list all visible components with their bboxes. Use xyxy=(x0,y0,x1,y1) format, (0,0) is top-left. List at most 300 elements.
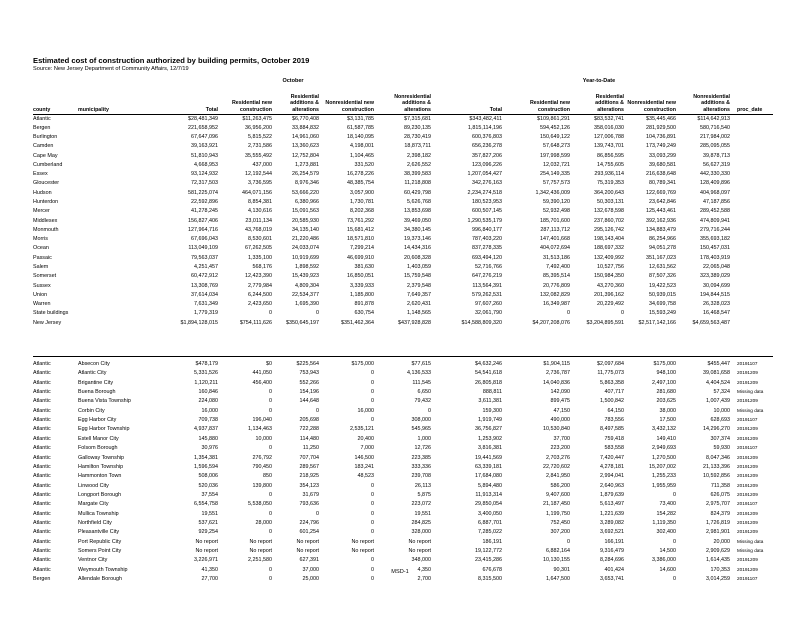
cell-ytd-total: 3,400,050 xyxy=(478,510,502,517)
cell-ytd-nonres-new: 351,167,023 xyxy=(646,254,676,261)
cell-oct-nonres-new: $175,000 xyxy=(351,361,374,367)
cell-oct-res-new: 790,450 xyxy=(252,463,272,470)
cell-oct-nonres-alt: 89,230,135 xyxy=(404,124,431,131)
cell-oct-res-new: 12,192,544 xyxy=(245,171,272,178)
cell-oct-total: $1,894,128,015 xyxy=(180,319,218,326)
cell-county: Atlantic xyxy=(33,557,51,564)
cell-ytd-nonres-alt: 580,716,540 xyxy=(700,124,730,131)
cell-ytd-nonres-new: $2,517,142,166 xyxy=(638,319,676,326)
cell-oct-nonres-new: 18,571,810 xyxy=(347,236,374,243)
cell-oct-res-new: 0 xyxy=(269,510,272,517)
cell-ytd-res-new: $4,207,208,076 xyxy=(532,319,570,326)
cell-ytd-nonres-new: 203,625 xyxy=(656,398,676,405)
cell-oct-res-new: 0 xyxy=(269,398,272,405)
cell-oct-nonres-alt: $437,928,828 xyxy=(398,319,431,326)
cell-proc-date: 20191107 xyxy=(737,501,758,507)
cell-oct-nonres-new: 18,140,095 xyxy=(347,134,374,141)
cell-proc-date: 20191107 xyxy=(737,445,758,451)
cell-ytd-res-alt: $3,204,895,591 xyxy=(586,319,624,326)
cell-county: Atlantic xyxy=(33,435,51,442)
cell-municipality: Somers Point City xyxy=(78,548,122,554)
cell-oct-nonres-alt: 79,432 xyxy=(414,398,431,405)
cell-oct-nonres-new: 2,535,121 xyxy=(350,426,374,433)
cell-oct-total: 5,331,526 xyxy=(194,370,218,377)
cell-oct-nonres-alt: 5,875 xyxy=(417,491,431,498)
cell-ytd-total: 8,315,500 xyxy=(478,576,502,583)
cell-oct-res-alt: 1,273,881 xyxy=(295,161,319,168)
header-oct-res-alt: Residential additions & alterations xyxy=(290,93,319,114)
cell-ytd-nonres-new: 1,119,350 xyxy=(652,519,676,526)
cell-oct-res-new: 456,400 xyxy=(252,379,272,386)
cell-oct-nonres-new: 0 xyxy=(371,566,374,573)
cell-oct-total: 4,251,457 xyxy=(194,263,218,270)
cell-oct-nonres-alt: 12,726 xyxy=(414,445,431,452)
cell-oct-nonres-new: $351,462,364 xyxy=(341,319,374,326)
cell-ytd-nonres-new: 122,669,769 xyxy=(646,189,676,196)
cell-oct-res-alt: 793,636 xyxy=(299,501,319,508)
cell-oct-res-alt: $225,564 xyxy=(296,361,319,367)
cell-proc-date: 20191209 xyxy=(737,510,758,516)
cell-county: Mercer xyxy=(33,208,50,215)
cell-ytd-nonres-new: 39,680,581 xyxy=(649,161,676,168)
cell-oct-total: 30,976 xyxy=(201,445,218,452)
cell-oct-res-alt: 31,679 xyxy=(302,491,319,498)
cell-proc-date: 20191209 xyxy=(737,557,758,563)
cell-ytd-total: 1,919,749 xyxy=(478,417,502,424)
cell-ytd-res-new: $1,904,115 xyxy=(543,361,570,367)
cell-oct-total: 1,354,381 xyxy=(194,454,218,461)
cell-county: Ocean xyxy=(33,245,49,252)
cell-ytd-total: 7,285,022 xyxy=(478,529,502,536)
cell-oct-nonres-alt: 20,608,328 xyxy=(404,254,431,261)
cell-ytd-res-alt: 1,221,639 xyxy=(600,510,624,517)
cell-county: Atlantic xyxy=(33,115,51,122)
cell-ytd-res-alt: 759,418 xyxy=(604,435,624,442)
cell-ytd-nonres-alt: 47,187,856 xyxy=(703,199,730,206)
cell-ytd-nonres-new: 2,497,100 xyxy=(652,379,676,386)
cell-ytd-total: 600,376,803 xyxy=(472,134,502,141)
cell-ytd-nonres-new: 3,386,000 xyxy=(652,557,676,564)
cell-county: Atlantic xyxy=(33,491,51,498)
cell-ytd-res-new: 22,720,602 xyxy=(543,463,570,470)
cell-oct-total: 6,554,758 xyxy=(194,501,218,508)
cell-ytd-res-alt: 198,143,404 xyxy=(594,236,624,243)
cell-ytd-total: 11,913,314 xyxy=(475,491,502,498)
cell-oct-res-alt: 354,123 xyxy=(299,482,319,489)
cell-oct-nonres-new: 891,878 xyxy=(354,301,374,308)
cell-oct-nonres-alt: 2,620,431 xyxy=(407,301,431,308)
municipality-row xyxy=(0,360,800,368)
cell-oct-res-new: 0 xyxy=(269,529,272,536)
cell-ytd-res-new: 85,395,514 xyxy=(543,273,570,280)
cell-ytd-res-new: $109,861,291 xyxy=(537,115,570,122)
cell-ytd-total: 787,403,220 xyxy=(472,236,502,243)
cell-ytd-nonres-alt: $455,447 xyxy=(707,361,730,367)
county-row xyxy=(0,226,800,234)
cell-oct-nonres-alt: 328,000 xyxy=(411,529,431,536)
cell-municipality: Weymouth Township xyxy=(78,566,128,573)
cell-ytd-total: 357,827,206 xyxy=(472,152,502,159)
cell-municipality: Buena Vista Township xyxy=(78,398,131,405)
cell-oct-nonres-alt: 223,385 xyxy=(411,454,431,461)
cell-ytd-nonres-new: 14,600 xyxy=(659,566,676,573)
cell-ytd-nonres-alt: 1,007,439 xyxy=(706,398,730,405)
cell-ytd-res-alt: 0 xyxy=(621,310,624,317)
header-ytd-total: Total xyxy=(489,107,502,114)
cell-proc-date: 20191209 xyxy=(737,379,758,385)
cell-ytd-res-new: 57,757,573 xyxy=(543,180,570,187)
cell-county: Gloucester xyxy=(33,180,60,187)
cell-ytd-nonres-new: 33,093,299 xyxy=(649,152,676,159)
cell-oct-res-new: 8,530,601 xyxy=(248,236,272,243)
cell-oct-nonres-alt: 223,072 xyxy=(411,501,431,508)
cell-oct-res-alt: 53,666,220 xyxy=(292,189,319,196)
cell-oct-res-alt: 25,000 xyxy=(302,576,319,583)
cell-ytd-total: 19,441,569 xyxy=(475,454,502,461)
county-row xyxy=(0,282,800,290)
cell-ytd-res-alt: 14,755,605 xyxy=(597,161,624,168)
cell-proc-date: 20191209 xyxy=(737,566,758,572)
county-row xyxy=(0,263,800,271)
municipality-row xyxy=(0,379,800,387)
cell-ytd-res-alt: 127,006,788 xyxy=(594,134,624,141)
cell-oct-res-new: 1,134,463 xyxy=(248,426,272,433)
cell-county: Cape May xyxy=(33,152,58,159)
cell-oct-total: 19,551 xyxy=(201,510,218,517)
header-proc-date: proc_date xyxy=(737,107,763,114)
cell-county: Atlantic xyxy=(33,361,51,367)
cell-oct-nonres-alt: 14,434,316 xyxy=(404,245,431,252)
cell-oct-nonres-new: 0 xyxy=(371,557,374,564)
cell-oct-res-alt: 707,704 xyxy=(299,454,319,461)
municipality-row xyxy=(0,463,800,471)
cell-ytd-nonres-new: 948,100 xyxy=(656,370,676,377)
cell-ytd-res-new: 0 xyxy=(567,538,570,545)
cell-county: Atlantic xyxy=(33,482,51,489)
cell-oct-res-new: 67,262,505 xyxy=(245,245,272,252)
municipality-row xyxy=(0,397,800,405)
cell-oct-res-alt: 12,752,804 xyxy=(292,152,319,159)
cell-oct-nonres-alt: 15,759,548 xyxy=(404,273,431,280)
cell-oct-nonres-new: 183,241 xyxy=(354,463,374,470)
county-row xyxy=(0,161,800,169)
cell-ytd-res-new: 490,000 xyxy=(550,417,570,424)
cell-ytd-res-alt: 1,879,639 xyxy=(600,491,624,498)
cell-oct-res-alt: 21,220,486 xyxy=(292,236,319,243)
cell-ytd-nonres-alt: 824,379 xyxy=(710,510,730,517)
cell-oct-res-new: 441,050 xyxy=(252,370,272,377)
cell-ytd-nonres-alt: 289,452,588 xyxy=(700,208,730,215)
cell-ytd-res-new: 150,649,122 xyxy=(540,134,570,141)
cell-oct-total: 67,647,096 xyxy=(191,134,218,141)
cell-ytd-res-alt: 139,743,701 xyxy=(594,143,624,150)
county-row xyxy=(0,254,800,262)
cell-ytd-nonres-alt: 57,324 xyxy=(713,389,730,396)
cell-ytd-nonres-alt: 4,404,524 xyxy=(706,379,730,386)
cell-oct-nonres-new: No report xyxy=(351,548,374,554)
cell-oct-res-new: 139,800 xyxy=(252,482,272,489)
cell-ytd-nonres-alt: 307,374 xyxy=(710,435,730,442)
cell-ytd-nonres-alt: 30,094,699 xyxy=(703,282,730,289)
cell-oct-nonres-new: 3,057,900 xyxy=(350,189,374,196)
cell-ytd-res-alt: 4,278,181 xyxy=(600,463,624,470)
cell-ytd-res-new: 147,401,668 xyxy=(540,236,570,243)
cell-oct-total: 51,810,943 xyxy=(191,152,218,159)
cell-municipality: Galloway Township xyxy=(78,454,125,461)
cell-municipality: Northfield City xyxy=(78,519,112,526)
report-title: Estimated cost of construction authorized by building permits, October 2019 xyxy=(33,56,310,65)
municipality-row xyxy=(0,407,800,415)
cell-ytd-nonres-alt: 323,389,029 xyxy=(700,273,730,280)
cell-proc-date: 20191107 xyxy=(737,361,758,366)
cell-oct-res-new: 2,251,580 xyxy=(248,557,272,564)
cell-county: Hunterdon xyxy=(33,199,59,206)
cell-oct-nonres-alt: 60,429,798 xyxy=(404,189,431,196)
cell-oct-res-alt: 33,884,832 xyxy=(292,124,319,131)
cell-ytd-nonres-alt: 474,809,941 xyxy=(700,217,730,224)
cell-ytd-res-alt: 783,556 xyxy=(604,417,624,424)
cell-oct-res-new: 8,854,381 xyxy=(248,199,272,206)
cell-oct-total: 537,621 xyxy=(198,519,218,526)
cell-ytd-nonres-alt: 194,844,515 xyxy=(700,291,730,298)
cell-oct-res-new: 568,176 xyxy=(252,263,272,270)
cell-oct-res-new: 23,011,134 xyxy=(245,217,272,224)
cell-ytd-res-new: 47,150 xyxy=(553,407,570,414)
cell-county: Atlantic xyxy=(33,389,51,396)
cell-municipality: Atlantic City xyxy=(78,370,107,377)
cell-ytd-res-alt: 407,717 xyxy=(604,389,624,396)
cell-municipality: Mullica Township xyxy=(78,510,119,517)
cell-ytd-total: 1,207,054,427 xyxy=(467,171,502,178)
cell-ytd-res-alt: 1,500,842 xyxy=(600,398,624,405)
cell-oct-res-alt: 205,698 xyxy=(299,417,319,424)
cell-ytd-total: 36,756,827 xyxy=(475,426,502,433)
municipality-row xyxy=(0,538,800,546)
cell-proc-date: 20191209 xyxy=(737,426,758,432)
header-county: county xyxy=(33,107,51,114)
cell-oct-total: 3,226,971 xyxy=(194,557,218,564)
cell-county: Bergen xyxy=(33,576,51,583)
cell-ytd-total: 647,276,219 xyxy=(472,273,502,280)
cell-oct-res-new: 0 xyxy=(269,576,272,583)
cell-oct-res-new: 5,815,522 xyxy=(248,134,272,141)
cell-oct-res-alt: $6,770,408 xyxy=(292,115,319,122)
cell-oct-nonres-new: 0 xyxy=(371,389,374,396)
cell-oct-res-alt: 289,567 xyxy=(299,463,319,470)
cell-ytd-total: 656,236,278 xyxy=(472,143,502,150)
cell-ytd-res-alt: 132,409,992 xyxy=(594,254,624,261)
cell-county: Atlantic xyxy=(33,407,51,414)
cell-ytd-res-alt: 150,984,350 xyxy=(594,273,624,280)
column-header-row xyxy=(0,86,800,114)
cell-oct-res-new: No report xyxy=(249,538,272,545)
cell-ytd-total: 17,684,080 xyxy=(475,473,502,480)
cell-oct-nonres-new: 1,730,781 xyxy=(350,199,374,206)
cell-ytd-nonres-alt: 3,014,259 xyxy=(706,576,730,583)
cell-oct-res-alt: 24,033,074 xyxy=(292,245,319,252)
cell-municipality: Egg Harbor Township xyxy=(78,426,130,433)
header-oct-nonres-alt: Nonresidential additions & alterations xyxy=(394,93,431,114)
cell-ytd-nonres-new: 302,400 xyxy=(656,529,676,536)
cell-ytd-total: 1,815,114,196 xyxy=(467,124,502,131)
cell-oct-res-alt: 753,943 xyxy=(299,370,319,377)
cell-county: Middlesex xyxy=(33,217,58,224)
cell-ytd-nonres-new: 94,051,278 xyxy=(649,245,676,252)
cell-oct-nonres-alt: No report xyxy=(408,538,431,545)
cell-oct-total: 1,120,211 xyxy=(194,379,218,386)
county-row xyxy=(0,272,800,280)
cell-ytd-res-new: 223,200 xyxy=(550,445,570,452)
cell-ytd-res-new: 404,072,694 xyxy=(540,245,570,252)
cell-ytd-total: 888,811 xyxy=(482,389,502,396)
cell-oct-res-new: 36,956,200 xyxy=(245,124,272,131)
cell-oct-res-alt: 15,091,563 xyxy=(292,208,319,215)
cell-oct-nonres-new: 3,339,933 xyxy=(350,282,374,289)
cell-oct-nonres-alt: 111,545 xyxy=(412,379,431,386)
cell-ytd-nonres-new: 23,642,846 xyxy=(649,199,676,206)
cell-ytd-res-alt: 10,527,756 xyxy=(597,263,624,270)
cell-ytd-res-new: 21,187,450 xyxy=(543,501,570,508)
cell-oct-res-alt: No report xyxy=(296,548,319,554)
cell-ytd-res-new: 57,648,273 xyxy=(543,143,570,150)
cell-oct-nonres-new: 0 xyxy=(371,510,374,517)
cell-oct-nonres-alt: 239,708 xyxy=(411,473,431,480)
cell-ytd-res-alt: 20,229,492 xyxy=(597,301,624,308)
report-source: Source: New Jersey Department of Community Affairs, 12/7/19 xyxy=(33,66,189,72)
municipality-row xyxy=(0,416,800,424)
cell-oct-res-new: 3,736,595 xyxy=(248,180,272,187)
cell-ytd-res-alt: 5,863,358 xyxy=(600,379,624,386)
cell-ytd-nonres-alt: 128,409,896 xyxy=(700,180,730,187)
cell-ytd-total: 19,122,772 xyxy=(475,548,502,554)
cell-ytd-res-new: 14,040,836 xyxy=(543,379,570,386)
cell-ytd-res-new: 899,475 xyxy=(550,398,570,405)
cell-oct-nonres-new: $3,131,785 xyxy=(347,115,374,122)
cell-ytd-res-alt: 3,289,082 xyxy=(600,519,624,526)
cell-ytd-nonres-new: 0 xyxy=(673,491,676,498)
cell-oct-total: 160,846 xyxy=(198,389,218,396)
cell-oct-total: 113,049,109 xyxy=(188,245,218,252)
cell-ytd-nonres-new: 34,699,758 xyxy=(649,301,676,308)
cell-county: State buildings xyxy=(33,310,69,317)
cell-county: Atlantic xyxy=(33,398,51,405)
municipality-row xyxy=(0,454,800,462)
cell-ytd-res-alt: 3,692,521 xyxy=(600,529,624,536)
cell-ytd-res-alt: 64,150 xyxy=(607,407,624,414)
header-oct-res-new: Residential new construction xyxy=(231,100,272,114)
cell-ytd-total: 1,290,535,179 xyxy=(467,217,502,224)
cell-oct-res-new: 0 xyxy=(269,445,272,452)
cell-ytd-nonres-new: 1,270,500 xyxy=(652,454,676,461)
cell-ytd-nonres-alt: 355,693,182 xyxy=(700,236,730,243)
cell-ytd-nonres-alt: 56,627,319 xyxy=(703,161,730,168)
cell-oct-nonres-new: 73,761,292 xyxy=(347,217,374,224)
cell-ytd-total: 113,564,391 xyxy=(472,282,502,289)
cell-oct-nonres-alt: 348,000 xyxy=(411,557,431,564)
municipality-row xyxy=(0,500,800,508)
cell-county: Atlantic xyxy=(33,548,51,554)
cell-ytd-res-new: 2,703,276 xyxy=(546,454,570,461)
cell-ytd-nonres-new: 19,422,523 xyxy=(649,282,676,289)
county-row xyxy=(0,142,800,150)
cell-ytd-nonres-alt: 26,328,023 xyxy=(703,301,730,308)
cell-ytd-res-alt: 2,994,041 xyxy=(600,473,624,480)
municipality-row xyxy=(0,472,800,480)
cell-ytd-nonres-new: 104,736,891 xyxy=(646,134,676,141)
cell-oct-res-alt: 154,196 xyxy=(299,389,319,396)
cell-ytd-nonres-new: 125,443,461 xyxy=(646,208,676,215)
cell-oct-total: 221,658,952 xyxy=(188,124,218,131)
cell-proc-date: 20191209 xyxy=(737,519,758,525)
cell-oct-res-new: 10,000 xyxy=(255,435,272,442)
municipality-row xyxy=(0,388,800,396)
cell-oct-total: $28,481,349 xyxy=(188,115,218,122)
municipality-row xyxy=(0,491,800,499)
cell-proc-date: 20191209 xyxy=(737,454,758,460)
cell-county: Atlantic xyxy=(33,426,51,433)
cell-oct-res-alt: 34,135,140 xyxy=(292,226,319,233)
cell-ytd-total: 180,523,953 xyxy=(472,199,502,206)
cell-oct-res-new: $754,111,626 xyxy=(239,319,272,326)
cell-ytd-total: 676,678 xyxy=(482,566,502,573)
cell-county: Atlantic xyxy=(33,370,51,377)
cell-oct-total: 224,080 xyxy=(198,398,218,405)
cell-oct-res-new: 4,130,616 xyxy=(248,208,272,215)
cell-oct-nonres-alt: 545,965 xyxy=(411,426,431,433)
cell-ytd-nonres-alt: 20,000 xyxy=(713,538,730,545)
cell-oct-nonres-new: 7,299,214 xyxy=(350,245,374,252)
county-row xyxy=(0,207,800,215)
municipality-row xyxy=(0,556,800,564)
page-footer: MSD-1 xyxy=(391,569,409,575)
municipality-row xyxy=(0,519,800,527)
cell-ytd-res-alt: 8,497,585 xyxy=(600,426,624,433)
cell-ytd-res-alt: 75,319,353 xyxy=(597,180,624,187)
cell-oct-total: $478,179 xyxy=(195,361,218,367)
cell-oct-total: 67,696,043 xyxy=(191,236,218,243)
cell-ytd-nonres-alt: 1,614,435 xyxy=(706,557,730,564)
cell-proc-date: 20191209 xyxy=(737,473,758,479)
cell-oct-nonres-alt: 2,379,548 xyxy=(407,282,431,289)
cell-ytd-total: 97,607,260 xyxy=(475,301,502,308)
cell-county: Atlantic xyxy=(33,454,51,461)
cell-oct-res-new: 43,768,019 xyxy=(245,226,272,233)
county-row xyxy=(0,309,800,317)
cell-proc-date: 20191209 xyxy=(737,463,758,469)
cell-ytd-nonres-alt: 170,353 xyxy=(710,566,730,573)
cell-oct-res-alt: 10,919,699 xyxy=(292,254,319,261)
header-municipality: municipality xyxy=(78,107,109,114)
cell-oct-nonres-alt: $77,615 xyxy=(411,361,431,367)
municipality-row xyxy=(0,444,800,452)
cell-ytd-nonres-alt: 16,468,547 xyxy=(703,310,730,317)
cell-ytd-total: $4,632,246 xyxy=(475,361,502,367)
cell-ytd-total: 52,716,766 xyxy=(475,263,502,270)
cell-ytd-nonres-alt: 14,296,270 xyxy=(703,426,730,433)
cell-ytd-total: 996,840,177 xyxy=(472,226,502,233)
cell-ytd-res-alt: 43,270,360 xyxy=(597,282,624,289)
cell-ytd-nonres-alt: 2,975,707 xyxy=(706,501,730,508)
cell-ytd-res-alt: 166,191 xyxy=(604,538,624,545)
cell-ytd-nonres-new: 15,207,002 xyxy=(649,463,676,470)
cell-county: New Jersey xyxy=(33,319,62,326)
cell-ytd-nonres-alt: 10,000 xyxy=(713,407,730,414)
cell-ytd-nonres-new: 50,939,015 xyxy=(649,291,676,298)
municipality-row xyxy=(0,528,800,536)
cell-county: Camden xyxy=(33,143,54,150)
cell-proc-date: 20191209 xyxy=(737,435,758,441)
cell-ytd-nonres-new: 73,400 xyxy=(659,501,676,508)
